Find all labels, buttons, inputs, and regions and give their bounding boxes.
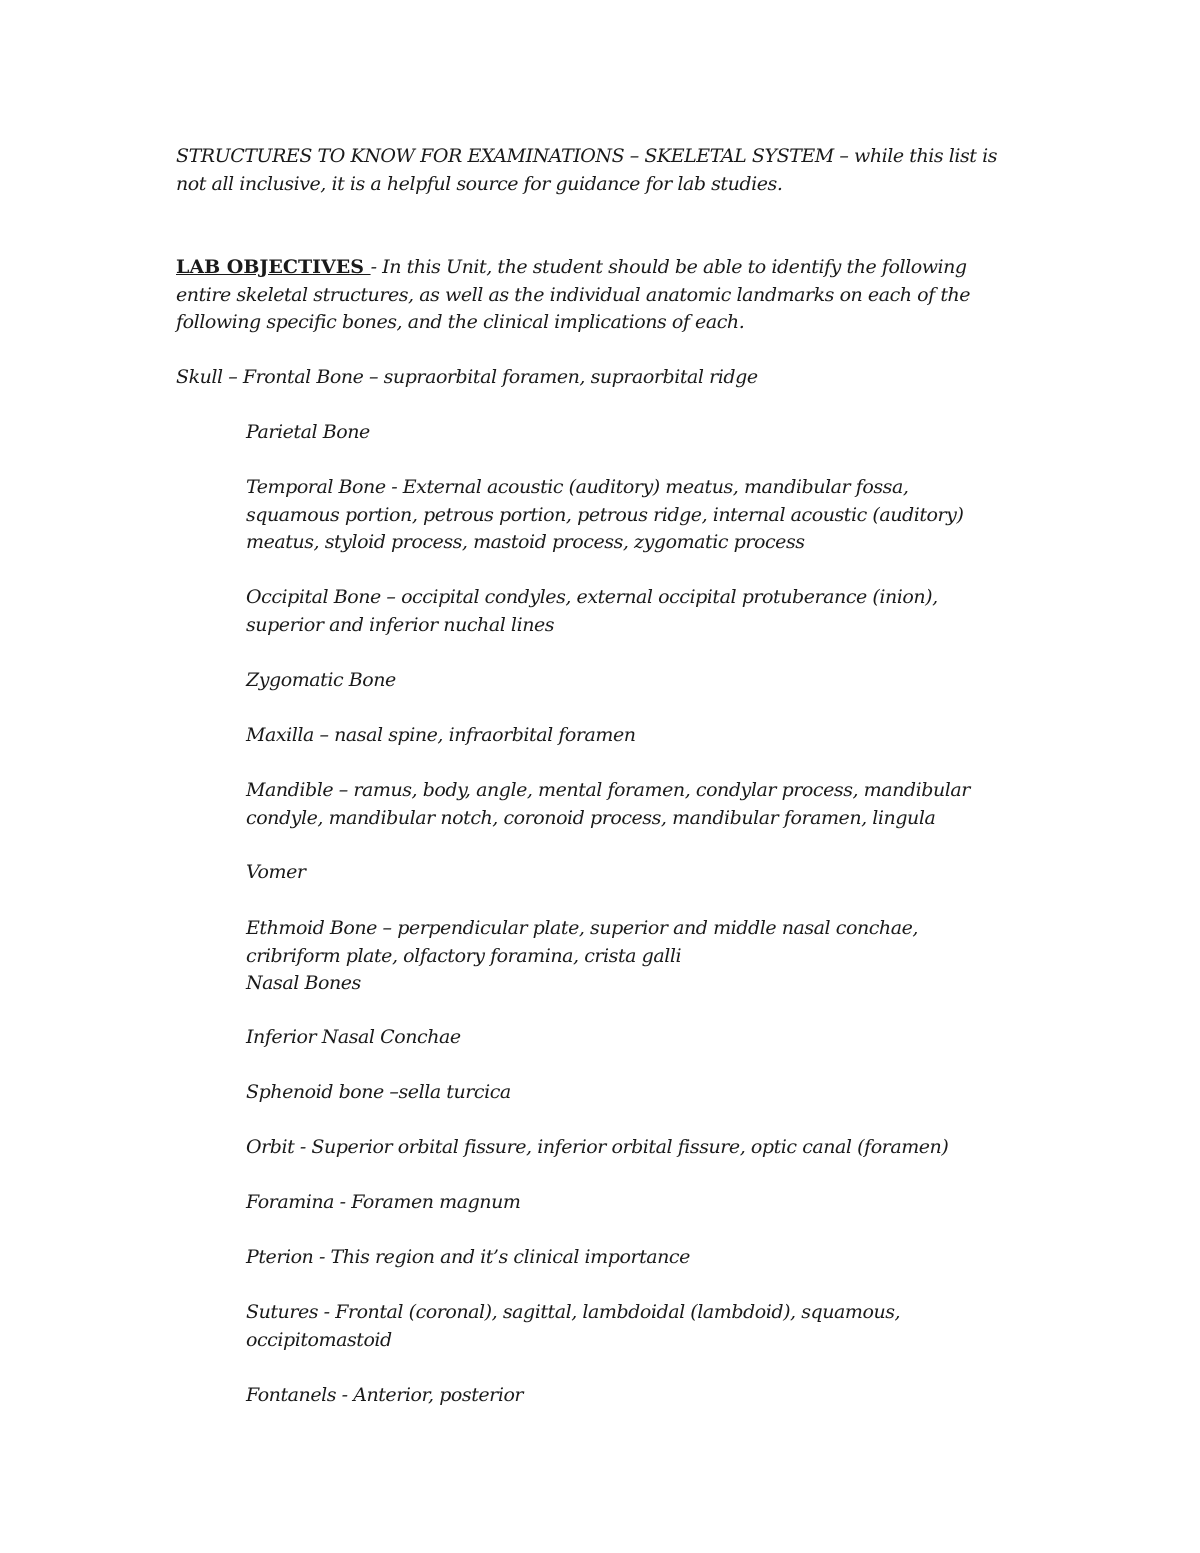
entry-parietal-bone bbox=[246, 419, 1106, 447]
entry-vomer bbox=[246, 859, 1106, 887]
entry-fontanels bbox=[246, 1382, 1106, 1410]
entry-line: Maxilla – nasal spine, infraorbital foramen bbox=[246, 724, 636, 746]
entry-line: Sphenoid bone –sella turcica bbox=[246, 1081, 511, 1103]
entry-pterion bbox=[246, 1244, 1106, 1272]
entry-line: occipitomastoid bbox=[246, 1328, 392, 1351]
skull-line: Skull – Frontal Bone – supraorbital foramen, supraorbital ridge bbox=[176, 366, 758, 388]
entry-line: cribriform plate, olfactory foramina, crista galli bbox=[246, 944, 682, 967]
entry-line: Vomer bbox=[246, 861, 306, 883]
entry-occipital-bone bbox=[246, 584, 1106, 639]
intro-line: STRUCTURES TO KNOW FOR EXAMINATIONS – SKELETAL SYSTEM – while this list is bbox=[176, 145, 998, 167]
entry-line: Mandible – ramus, body, angle, mental foramen, condylar process, mandibular bbox=[246, 779, 970, 801]
entry-foramina bbox=[246, 1189, 1106, 1217]
entry-line: Zygomatic Bone bbox=[246, 669, 396, 691]
intro-paragraph bbox=[176, 143, 1036, 198]
entry-maxilla bbox=[246, 722, 1106, 750]
skull-heading-line bbox=[176, 364, 1036, 392]
entry-line: Ethmoid Bone – perpendicular plate, superior and middle nasal conchae, bbox=[246, 917, 918, 939]
entry-temporal-bone bbox=[246, 474, 1106, 557]
objectives-line: entire skeletal structures, as well as the individual anatomic landmarks on each of the bbox=[176, 283, 971, 306]
entry-line: Pterion - This region and it’s clinical importance bbox=[246, 1246, 690, 1268]
entry-ethmoid-bone bbox=[246, 915, 1106, 998]
entry-line: superior and inferior nuchal lines bbox=[246, 613, 555, 636]
entry-line: condyle, mandibular notch, coronoid process, mandibular foramen, lingula bbox=[246, 806, 936, 829]
entry-line: Sutures - Frontal (coronal), sagittal, lambdoidal (lambdoid), squamous, bbox=[246, 1301, 901, 1323]
intro-line: not all inclusive, it is a helpful source for guidance for lab studies. bbox=[176, 172, 783, 195]
entry-line: Orbit - Superior orbital fissure, inferior orbital fissure, optic canal (foramen) bbox=[246, 1136, 949, 1158]
entry-zygomatic-bone bbox=[246, 667, 1106, 695]
entry-line: Inferior Nasal Conchae bbox=[246, 1026, 461, 1048]
objectives-intro-text: - In this Unit, the student should be able to identify the following bbox=[370, 256, 967, 278]
objectives-line bbox=[176, 254, 1036, 282]
lab-objectives-heading: LAB OBJECTIVES bbox=[176, 256, 371, 278]
entry-orbit bbox=[246, 1134, 1106, 1162]
entry-line: meatus, styloid process, mastoid process, zygomatic process bbox=[246, 531, 805, 553]
entry-inferior-nasal-conchae bbox=[246, 1024, 1106, 1052]
entry-sphenoid-bone bbox=[246, 1079, 1106, 1107]
entry-line: Nasal Bones bbox=[246, 972, 361, 994]
entry-line: Temporal Bone - External acoustic (auditory) meatus, mandibular fossa, bbox=[246, 476, 909, 498]
objectives-line: following specific bones, and the clinical implications of each. bbox=[176, 311, 745, 333]
entry-line: squamous portion, petrous portion, petrous ridge, internal acoustic (auditory) bbox=[246, 503, 964, 526]
entry-line: Occipital Bone – occipital condyles, external occipital protuberance (inion), bbox=[246, 586, 938, 608]
entry-line: Foramina - Foramen magnum bbox=[246, 1191, 521, 1213]
entry-line: Fontanels - Anterior, posterior bbox=[246, 1384, 524, 1406]
entry-sutures bbox=[246, 1299, 1106, 1354]
entry-mandible bbox=[246, 777, 1106, 832]
objectives-paragraph bbox=[176, 254, 1036, 337]
entry-line: Parietal Bone bbox=[246, 421, 370, 443]
